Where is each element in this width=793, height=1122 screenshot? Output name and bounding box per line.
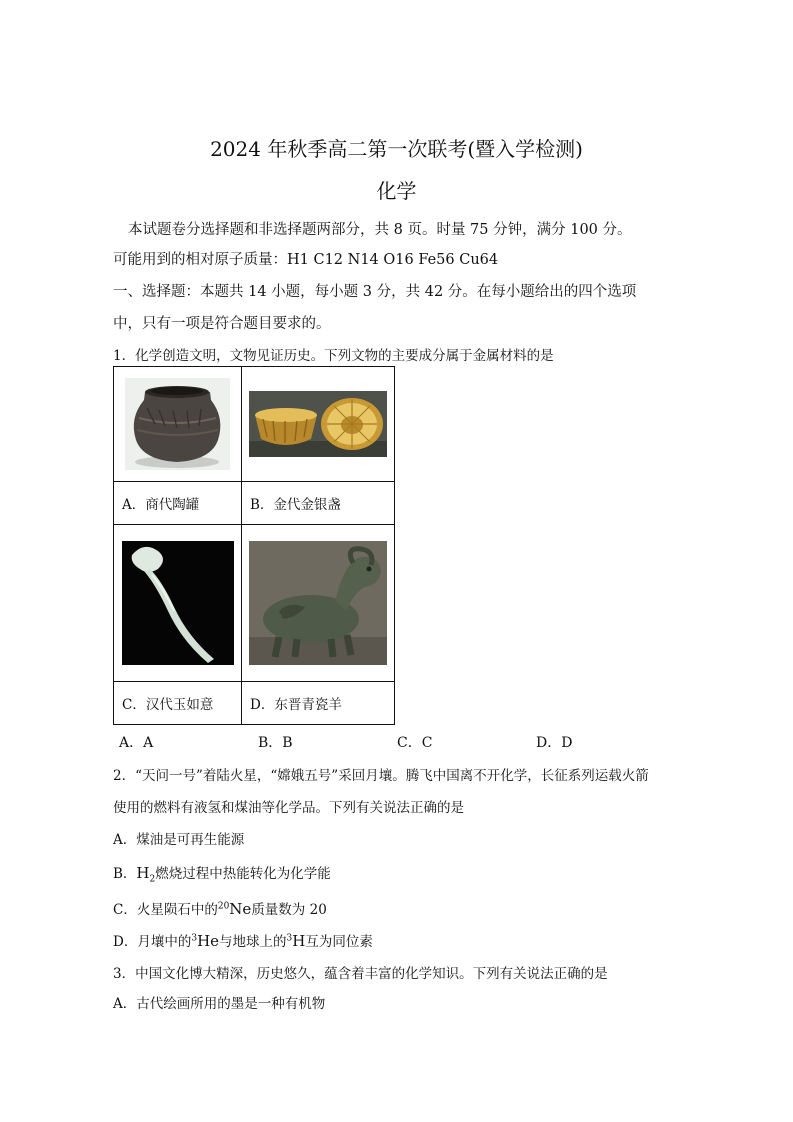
shang-pottery-jar-image <box>125 378 230 470</box>
q2-option-b[interactable] <box>113 862 331 885</box>
question-1-stem: 1．化学创造文明，文物见证历史。下列文物的主要成分属于金属材料的是 <box>113 348 554 364</box>
exam-title: 2024 年秋季高二第一次联考(暨入学检测) <box>210 137 583 161</box>
h-mass-number: 3 <box>286 933 293 944</box>
relic-b-image-cell <box>242 367 395 482</box>
section-heading-line-2: 中，只有一项是符合题目要求的。 <box>113 316 331 332</box>
q2-option-c-text: 质量数为 20 <box>251 902 327 918</box>
intro-line-1: 本试题卷分选择题和非选择题两部分，共 8 页。时量 75 分钟，满分 100 分。 <box>128 222 632 238</box>
q2-option-a[interactable]: A．煤油是可再生能源 <box>113 832 245 848</box>
h2-formula-element: H <box>136 864 150 882</box>
q1-option-a[interactable]: A．A <box>119 735 154 751</box>
q1-option-c[interactable]: C．C <box>397 735 433 751</box>
han-jade-ruyi-image <box>122 541 234 665</box>
q1-option-b[interactable]: B．B <box>258 735 293 751</box>
q3-option-a[interactable]: A．古代绘画所用的墨是一种有机物 <box>113 996 326 1012</box>
relic-c-caption: C．汉代玉如意 <box>114 682 242 725</box>
eastern-jin-celadon-sheep-image <box>249 541 387 665</box>
q2-option-d-prefix: D．月壤中的 <box>113 934 192 950</box>
q2-option-c[interactable] <box>113 898 327 918</box>
q2-option-c-prefix: C．火星陨石中的 <box>113 902 218 918</box>
h-element-symbol: H <box>292 932 306 950</box>
relic-c-image-cell <box>114 525 242 682</box>
q1-option-d[interactable]: D．D <box>536 735 573 751</box>
relic-d-image-cell <box>242 525 395 682</box>
ne-mass-number: 20 <box>217 901 230 912</box>
relics-table <box>113 366 395 725</box>
relic-b-caption: B．金代金银盏 <box>242 482 395 525</box>
he-element-symbol: He <box>197 932 220 950</box>
relic-a-caption: A．商代陶罐 <box>114 482 242 525</box>
q2-option-b-prefix: B． <box>113 866 137 882</box>
section-heading-line-1: 一、选择题：本题共 14 小题，每小题 3 分，共 42 分。在每小题给出的四个选项 <box>113 284 637 300</box>
h2-formula-subscript: 2 <box>149 874 156 885</box>
question-3-stem: 3．中国文化博大精深，历史悠久，蕴含着丰富的化学知识。下列有关说法正确的是 <box>113 966 608 982</box>
he-mass-number: 3 <box>191 933 198 944</box>
question-2-stem-2: 使用的燃料有液氢和煤油等化学品。下列有关说法正确的是 <box>113 800 464 816</box>
relic-a-image-cell <box>114 367 242 482</box>
q2-option-b-text: 燃烧过程中热能转化为化学能 <box>155 866 331 882</box>
relic-d-caption: D．东晋青瓷羊 <box>242 682 395 725</box>
q2-option-d-middle: 与地球上的 <box>219 934 287 950</box>
jin-gold-silver-cups-image <box>249 391 387 457</box>
q2-option-d[interactable] <box>113 930 373 950</box>
ne-element-symbol: Ne <box>229 900 252 918</box>
subject-title: 化学 <box>376 179 417 203</box>
intro-line-2: 可能用到的相对原子质量：H1 C12 N14 O16 Fe56 Cu64 <box>113 252 499 268</box>
q2-option-d-text: 互为同位素 <box>305 934 373 950</box>
question-2-stem-1: 2．“天问一号”着陆火星，“嫦娥五号”采回月壤。腾飞中国离不开化学，长征系列运载火箭 <box>113 768 649 784</box>
